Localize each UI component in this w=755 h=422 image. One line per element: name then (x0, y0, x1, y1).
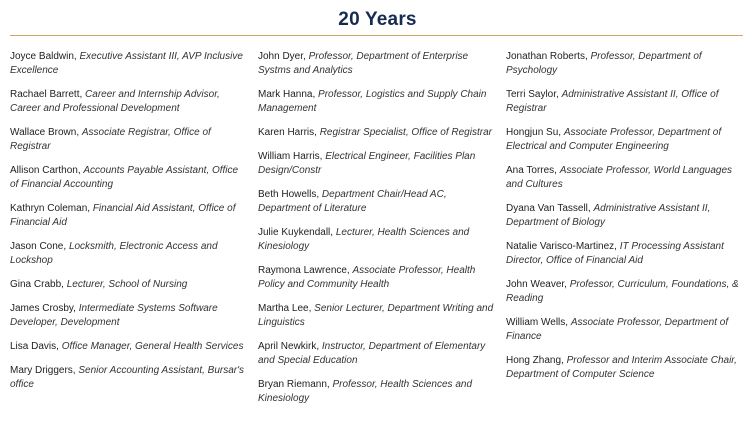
honoree-name: Hongjun Su, (506, 127, 562, 138)
honoree-name: Joyce Baldwin, (10, 51, 77, 62)
honoree-name: Terri Saylor, (506, 89, 559, 100)
page-title: 20 Years (338, 9, 417, 30)
honoree-name: Bryan Riemann, (258, 379, 330, 390)
honoree-title: Associate Professor, World Languages and Cultures (506, 165, 733, 190)
honoree-title: Associate Professor, Health Policy and Community Health (258, 265, 476, 290)
honoree-name: Kathryn Coleman, (10, 203, 91, 214)
honoree-title: Professor and Interim Associate Chair, Department of Computer Science (506, 355, 737, 380)
honoree-name: Allison Carthon, (10, 165, 81, 176)
honoree-title: Administrative Assistant II, Office of Registrar (506, 89, 719, 114)
honoree-name: Jason Cone, (10, 241, 67, 252)
title-divider (10, 35, 743, 36)
honoree-name: Rachael Barrett, (10, 89, 83, 100)
honoree-entry (10, 302, 248, 330)
honoree-title: Professor, Department of Enterprise Systms and Analytics (258, 51, 469, 76)
honoree-name: William Harris, (258, 151, 323, 162)
honoree-entry (10, 164, 248, 192)
honoree-name: Natalie Varisco-Martinez, (506, 241, 617, 252)
honoree-title: Career and Internship Advisor, Career and Professional Development (10, 89, 220, 114)
honoree-name: Mark Hanna, (258, 89, 316, 100)
honoree-name: Wallace Brown, (10, 127, 80, 138)
honoree-entry (506, 88, 744, 116)
honoree-title: Lecturer, School of Nursing (66, 279, 188, 290)
honoree-entry (506, 278, 744, 306)
honoree-title: Senior Accounting Assistant, Bursar's office (10, 365, 245, 390)
honoree-title: Locksmith, Electronic Access and Lockshop (10, 241, 218, 266)
honoree-entry (506, 50, 744, 78)
honoree-entry (10, 50, 248, 78)
honoree-name: Raymona Lawrence, (258, 265, 350, 276)
honoree-title: Instructor, Department of Elementary and Special Education (258, 341, 486, 366)
honoree-entry (506, 164, 744, 192)
honoree-title: Professor, Curriculum, Foundations, & Reading (506, 279, 739, 304)
honoree-name: James Crosby, (10, 303, 76, 314)
honoree-name: William Wells, (506, 317, 569, 328)
honoree-title: Electrical Engineer, Facilities Plan Design/Constr (258, 151, 476, 176)
honoree-entry (258, 264, 496, 292)
honoree-name: Beth Howells, (258, 189, 320, 200)
column-3 (506, 50, 744, 392)
honoree-title: Professor, Health Sciences and Kinesiology (258, 379, 473, 404)
honoree-name: Julie Kuykendall, (258, 227, 334, 238)
honoree-entry (258, 378, 496, 406)
honoree-title: Associate Registrar, Office of Registrar (10, 127, 211, 152)
honoree-name: Mary Driggers, (10, 365, 76, 376)
honoree-name: Ana Torres, (506, 165, 557, 176)
honoree-entry (506, 126, 744, 154)
honoree-name: Hong Zhang, (506, 355, 564, 366)
honoree-entry (506, 316, 744, 344)
honoree-title: Intermediate Systems Software Developer, Development (10, 303, 218, 328)
honoree-title: Office Manager, General Health Services (61, 341, 244, 352)
honoree-title: Professor, Logistics and Supply Chain Management (258, 89, 487, 114)
honoree-title: Department Chair/Head AC, Department of Literature (258, 189, 447, 214)
column-1 (10, 50, 248, 402)
honoree-entry (258, 226, 496, 254)
honoree-entry (10, 126, 248, 154)
honoree-title: IT Processing Assistant Director, Office of Financial Aid (506, 241, 724, 266)
honoree-name: Lisa Davis, (10, 341, 59, 352)
honoree-entry (258, 340, 496, 368)
honoree-entry (10, 340, 248, 354)
honoree-title: Senior Lecturer, Department Writing and Linguistics (258, 303, 494, 328)
honoree-title: Financial Aid Assistant, Office of Financial Aid (10, 203, 236, 228)
honoree-name: Gina Crabb, (10, 279, 64, 290)
honoree-name: John Weaver, (506, 279, 567, 290)
honoree-entry (258, 302, 496, 330)
honoree-name: Jonathan Roberts, (506, 51, 588, 62)
honoree-title: Executive Assistant III, AVP Inclusive Excellence (10, 51, 243, 76)
honoree-title: Registrar Specialist, Office of Registrar (319, 127, 492, 138)
honoree-title: Accounts Payable Assistant, Office of Financial Accounting (10, 165, 239, 190)
column-2 (258, 50, 496, 416)
honoree-entry (258, 188, 496, 216)
honoree-entry (10, 88, 248, 116)
honoree-entry (10, 364, 248, 392)
honoree-entry (506, 354, 744, 382)
honoree-entry (506, 240, 744, 268)
honoree-entry (258, 150, 496, 178)
honoree-entry (258, 126, 496, 140)
honoree-name: April Newkirk, (258, 341, 320, 352)
honoree-title: Lecturer, Health Sciences and Kinesiology (258, 227, 470, 252)
honoree-entry (258, 88, 496, 116)
honoree-name: John Dyer, (258, 51, 306, 62)
honoree-name: Martha Lee, (258, 303, 312, 314)
honoree-name: Karen Harris, (258, 127, 317, 138)
honoree-entry (258, 50, 496, 78)
honoree-entry (10, 278, 248, 292)
honoree-entry (10, 240, 248, 268)
honoree-title: Administrative Assistant II, Department of Biology (506, 203, 711, 228)
honoree-title: Professor, Department of Psychology (506, 51, 702, 76)
honoree-title: Associate Professor, Department of Electrical and Computer Engineering (506, 127, 722, 152)
honoree-title: Associate Professor, Department of Finance (506, 317, 729, 342)
honoree-entry (10, 202, 248, 230)
honoree-name: Dyana Van Tassell, (506, 203, 591, 214)
honoree-entry (506, 202, 744, 230)
